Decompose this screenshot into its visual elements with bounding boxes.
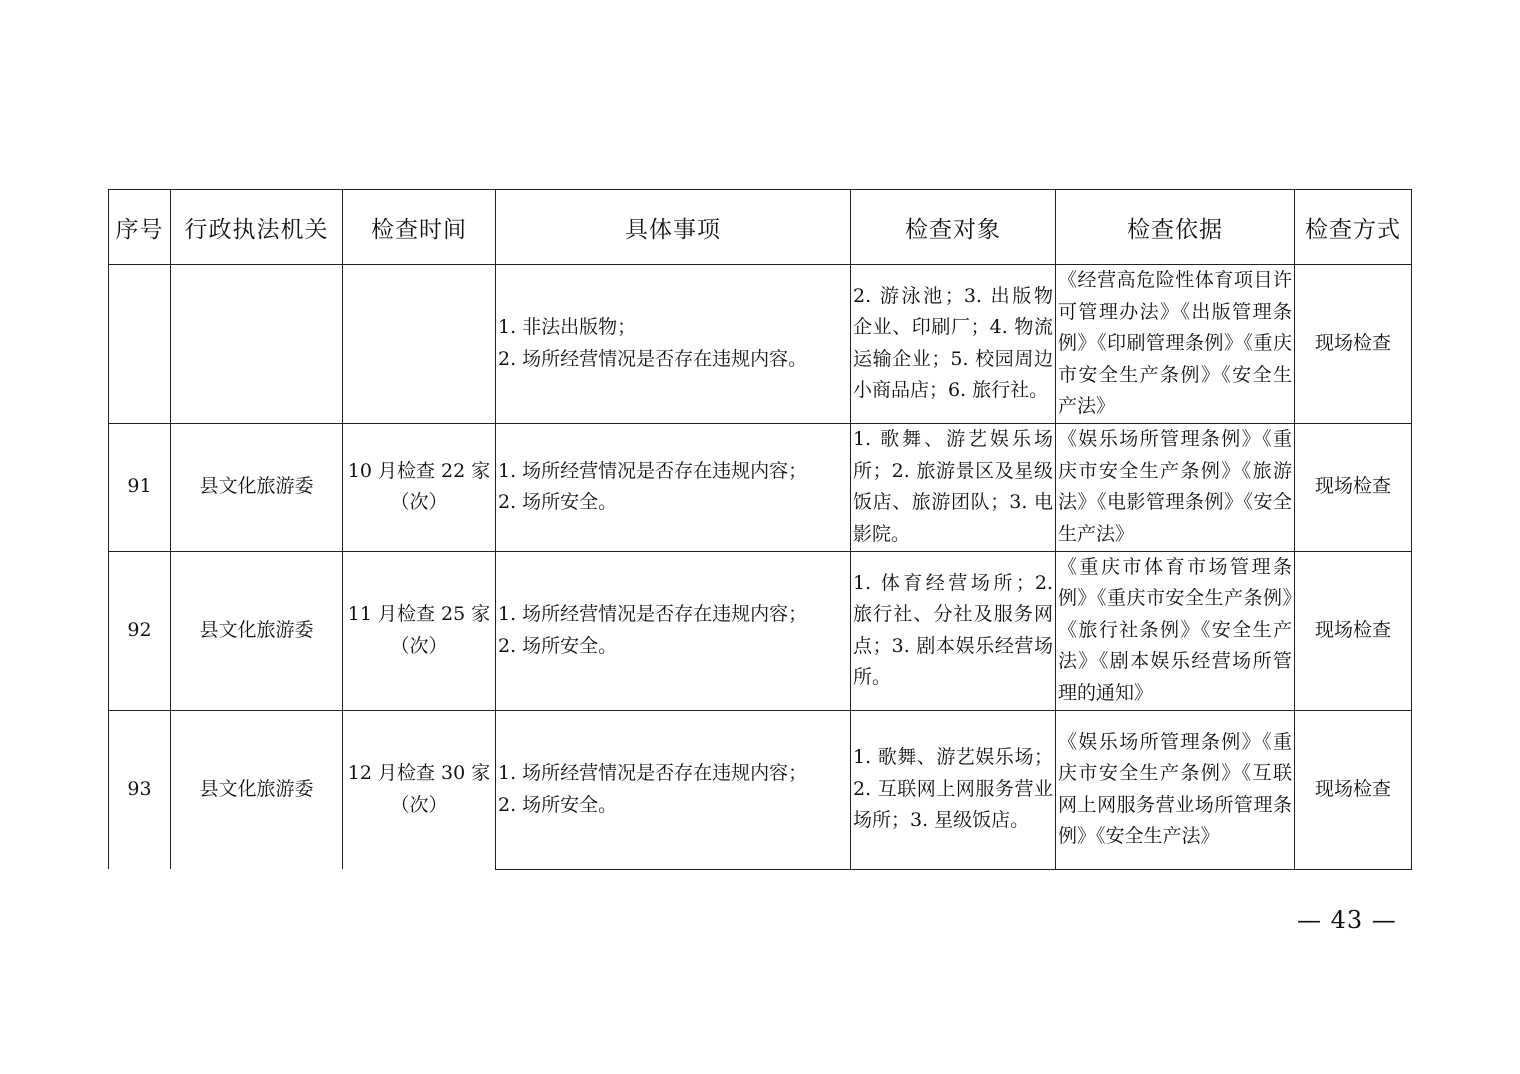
- header-agency: 行政执法机关: [171, 190, 343, 265]
- cell-serial-no: 92: [109, 551, 171, 710]
- cell-method: 现场检查: [1295, 423, 1412, 551]
- time-line: 10 月检查 22 家: [347, 459, 491, 482]
- item-line: 2. 场所安全。: [498, 634, 618, 657]
- cell-time: [343, 710, 496, 869]
- inspection-table-wrapper: [108, 189, 1412, 870]
- item-line: 1. 场所经营情况是否存在违规内容；: [498, 762, 808, 784]
- item-line: 2. 场所安全。: [498, 793, 618, 816]
- item-line: 1. 场所经营情况是否存在违规内容；: [498, 603, 808, 625]
- cell-basis: 《重庆市体育市场管理条例》《重庆市安全生产条例》《旅行社条例》《安全生产法》《剧本娱乐经营场所管理的通知》: [1056, 551, 1295, 710]
- cell-targets: 1. 歌舞、游艺娱乐场；2. 互联网上网服务营业场所；3. 星级饭店。: [851, 710, 1056, 869]
- time-line: （次）: [390, 793, 448, 816]
- table-header-row: [109, 190, 1412, 265]
- cell-targets: 1. 体育经营场所；2. 旅行社、分社及服务网点；3. 剧本娱乐经营场所。: [851, 551, 1056, 710]
- table-row: [109, 710, 1412, 869]
- cell-method: 现场检查: [1295, 710, 1412, 869]
- header-targets: 检查对象: [851, 190, 1056, 265]
- table-row: [109, 551, 1412, 710]
- time-line: （次）: [390, 491, 448, 513]
- header-serial-no: 序号: [109, 190, 171, 265]
- header-method: 检查方式: [1295, 190, 1412, 265]
- time-line: 11 月检查 25 家: [347, 603, 491, 625]
- cell-items: [496, 710, 851, 869]
- cell-time: [343, 423, 496, 551]
- time-line: （次）: [390, 634, 448, 657]
- cell-agency: 县文化旅游委: [171, 423, 343, 551]
- cell-serial-no: 91: [109, 423, 171, 551]
- page-number: — 43 —: [1297, 906, 1397, 934]
- cell-agency: [171, 265, 343, 424]
- cell-time: [343, 265, 496, 424]
- table-row: [109, 265, 1412, 424]
- cell-serial-no: 93: [109, 710, 171, 869]
- item-line: 1. 场所经营情况是否存在违规内容；: [498, 459, 808, 482]
- cell-items: [496, 551, 851, 710]
- time-line: 12 月检查 30 家: [347, 762, 491, 785]
- cell-agency: 县文化旅游委: [171, 710, 343, 869]
- cell-basis: 《经营高危险性体育项目许可管理办法》《出版管理条例》《印刷管理条例》《重庆市安全生产条例》《安全生产法》: [1056, 265, 1295, 424]
- cell-items: [496, 265, 851, 424]
- cell-serial-no: [109, 265, 171, 424]
- cell-targets: 1. 歌舞、游艺娱乐场所；2. 旅游景区及星级饭店、旅游团队；3. 电影院。: [851, 423, 1056, 551]
- cell-targets: 2. 游泳池；3. 出版物企业、印刷厂；4. 物流运输企业；5. 校园周边小商品店；6. 旅行社。: [851, 265, 1056, 424]
- cell-method: 现场检查: [1295, 551, 1412, 710]
- item-line: 2. 场所经营情况是否存在违规内容。: [498, 347, 808, 370]
- cell-basis: 《娱乐场所管理条例》《重庆市安全生产条例》《旅游法》《电影管理条例》《安全生产法》: [1056, 423, 1295, 551]
- header-basis: 检查依据: [1056, 190, 1295, 265]
- header-time: 检查时间: [343, 190, 496, 265]
- cell-items: [496, 423, 851, 551]
- item-line: 2. 场所安全。: [498, 491, 618, 513]
- cell-agency: 县文化旅游委: [171, 551, 343, 710]
- cell-method: 现场检查: [1295, 265, 1412, 424]
- header-items: 具体事项: [496, 190, 851, 265]
- cell-basis: 《娱乐场所管理条例》《重庆市安全生产条例》《互联网上网服务营业场所管理条例》《安全生产法》: [1056, 710, 1295, 869]
- cell-time: [343, 551, 496, 710]
- table-row: [109, 423, 1412, 551]
- inspection-table: [108, 189, 1412, 870]
- item-line: 1. 非法出版物；: [498, 316, 637, 339]
